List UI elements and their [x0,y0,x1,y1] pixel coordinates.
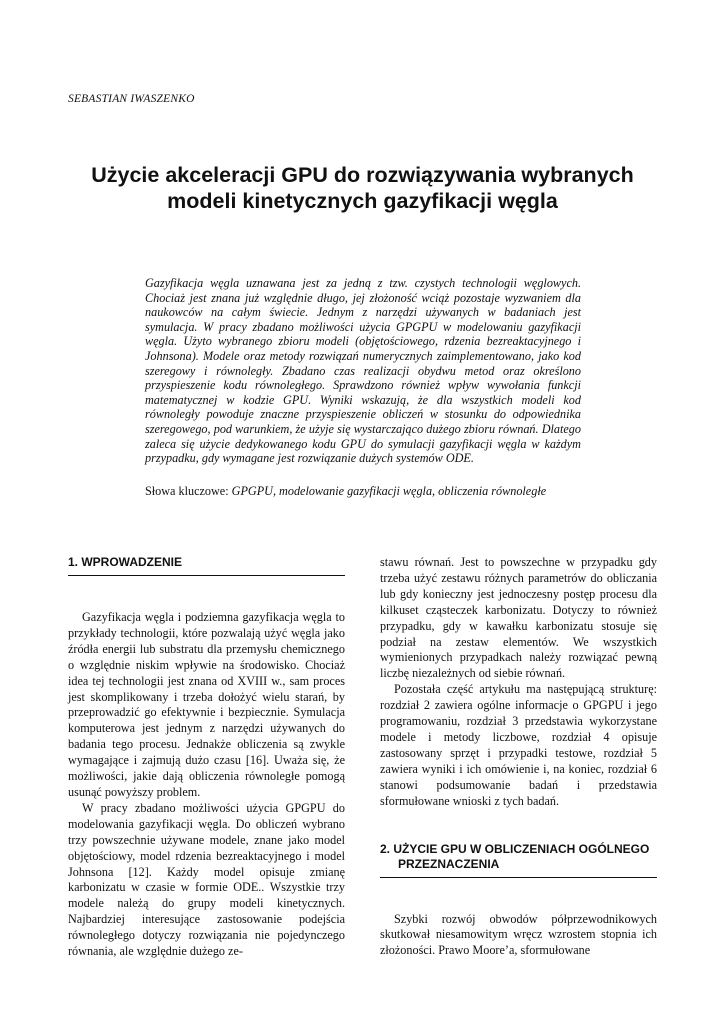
paper-title [60,162,665,214]
left-column [68,555,345,960]
section-1-heading: 1. WPROWADZENIE [68,555,345,576]
keywords-label: Słowa kluczowe: [145,484,229,498]
abstract: Gazyfikacja węgla uznawana jest za jedną z tzw. czystych technologii węglowych. Chociaż jest znana już względnie długo, jej złożoność wciąż pozostaje wyzwaniem dla naukowców na całym świecie. Jednym z narzędzi używanych w badaniach jest symulacja. W pracy zbadano możliwości użycia GPGPU w modelowaniu gazyfikacji węgla. Użyto wybranego zbioru modeli (objętościowego, rdzenia bezreaktacyjnego i Johnsona). Modele oraz metody rozwiązań numerycznych zaimplementowano, jako kod szeregowy i równoległy. Zbadano czas realizacji obydwu metod oraz określono przyspieszenie kodu równoległego. Sprawdzono również wpływ wywołania funkcji matematycznej w kodzie GPU. Wyniki wskazują, że dla wszystkich modeli kod równoległy powoduje znaczne przyspieszenie obliczeń w stosunku do odpowiednika szeregowego, pod warunkiem, że użyje się wystarczająco dużego zbioru równań. Dlatego zaleca się użycie dedykowanego kodu GPU do symulacji gazyfikacji węgla w każdym przypadku, gdy wymagane jest rozwiązanie dużych systemów ODE. [145,276,581,466]
keywords [145,484,585,499]
section-2-paragraph-1: Szybki rozwój obwodów półprzewodnikowych skutkował niesamowitym wręcz wzrostem stopnia ich złożoności. Prawo Moore’a, sformułowane [380,911,657,958]
author-name: SEBASTIAN IWASZENKO [68,93,195,105]
section-1-paragraph-3: stawu równań. Jest to powszechne w przypadku gdy trzeba użyć zestawu różnych parametrów do obliczania lub gdy konieczny jest jednoczesny postęp procesu dla kilkuset cząsteczek karbonizatu. Dotyczy to również przypadku, gdy w kawałku karbonizatu stosuje się podział na zestaw elementów. We wszystkich wymienionych przypadkach należy rozwiązać pewną liczbę niezależnych od siebie równań. [380,555,657,681]
section-1-paragraph-1: Gazyfikacja węgla i podziemna gazyfikacja węgla to przykłady technologii, które pozwalają użyć węgla jako źródła energii lub substratu dla przemysłu chemicznego o względnie niskim wpływie na środowisko. Chociaż idea tej technologii jest znana od XVIII w., sam proces jest skomplikowany i trzeba dołożyć wielu starań, by przeprowadzić go efektywnie i bezpiecznie. Symulacja komputerowa jest jednym z narzędzi używanych do badania tego procesu. Jednakże obliczenia są zwykle wymagające i zajmują dużo czasu [16]. Uważa się, że możliwości, jakie dają obliczenia równoległe pomogą usunąć powyższy problem. [68,610,345,799]
section-1-paragraph-4: Pozostała część artykułu ma następującą strukturę: rozdział 2 zawiera ogólne informacje o GPGPU i jego programowaniu, rozdział 3 przedstawia wykorzystane modele i metody liczbowe, rozdział 4 opisuje zastosowany sprzęt i przypadki testowe, rozdział 5 zawiera wyniki i ich omówienie i, na koniec, rozdział 6 stanowi podsumowanie badań i przedstawia sformułowane wnioski z tych badań. [380,682,657,808]
section-2-heading: 2. UŻYCIE GPU W OBLICZENIACH OGÓLNEGO PRZEZNACZENIA [380,842,657,878]
right-column [380,555,657,959]
keywords-value: GPGPU, modelowanie gazyfikacji węgla, obliczenia równoległe [231,484,547,498]
title-line-1: Użycie akceleracji GPU do rozwiązywania wybranych [91,163,634,187]
title-line-2: modeli kinetycznych gazyfikacji węgla [167,189,558,213]
section-1-paragraph-2: W pracy zbadano możliwości użycia GPGPU do modelowania gazyfikacji węgla. Do obliczeń wybrano trzy powszechnie używane modele, znane jako model objętościowy, model rdzenia bezreaktacyjnego i model Johnsona [12]. Każdy model opisuje zmianę karbonizatu w czasie w formie ODE.. Wszystkie trzy modele należą do grupy modeli kinetycznych. Najbardziej interesujące zastosowanie podejścia równoległego dotyczy rozwiązania nie pojedynczego równania, ale względnie dużego ze- [68,800,345,959]
